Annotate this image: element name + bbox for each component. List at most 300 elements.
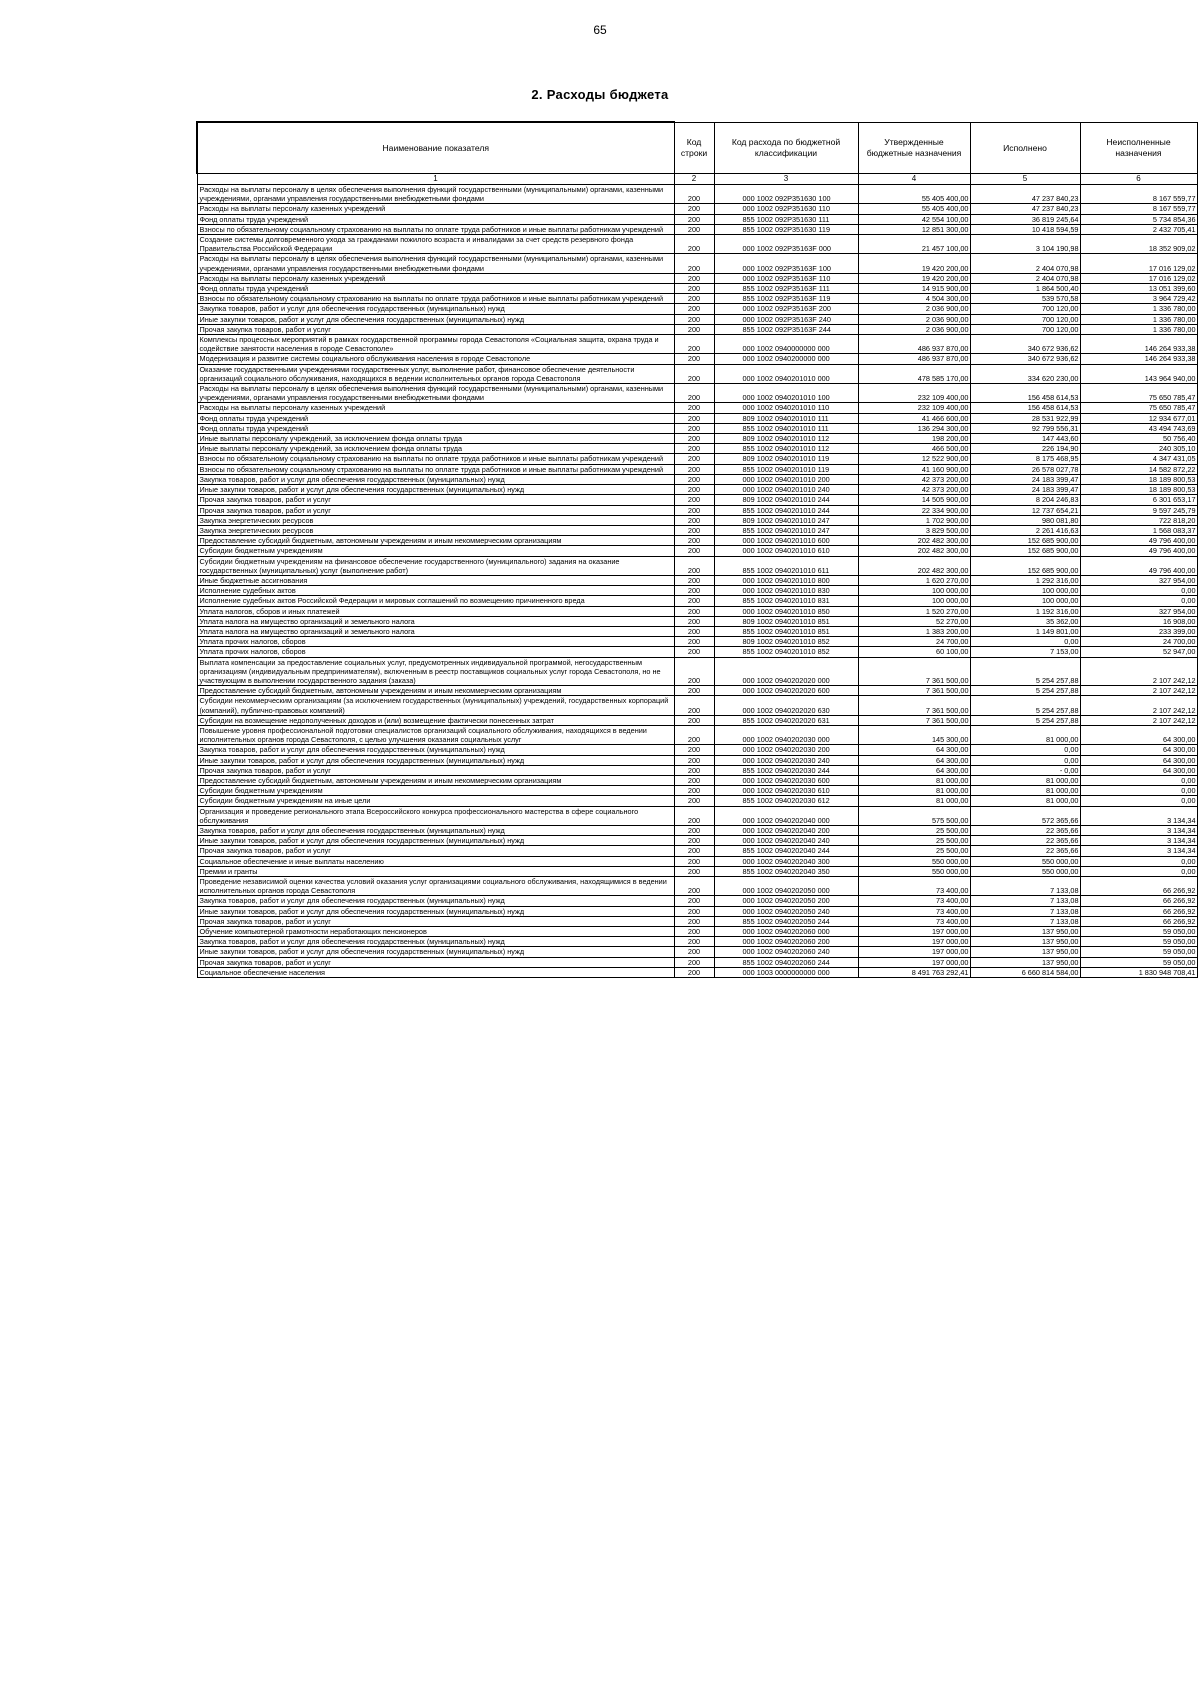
line-code-cell: 200 — [674, 806, 714, 825]
unexecuted-amount-cell: 0,00 — [1080, 866, 1197, 876]
unexecuted-amount-cell: 43 494 743,69 — [1080, 423, 1197, 433]
approved-amount-cell: 60 100,00 — [858, 647, 970, 657]
unexecuted-amount-cell: 59 050,00 — [1080, 927, 1197, 937]
column-number: 6 — [1080, 174, 1197, 185]
unexecuted-amount-cell: 240 305,10 — [1080, 444, 1197, 454]
unexecuted-amount-cell: 2 107 242,12 — [1080, 657, 1197, 686]
classification-code-cell: 000 1002 0940201010 110 — [714, 403, 858, 413]
indicator-name-cell: Социальное обеспечение и иные выплаты населению — [197, 856, 674, 866]
unexecuted-amount-cell: 24 700,00 — [1080, 637, 1197, 647]
line-code-cell: 200 — [674, 786, 714, 796]
line-code-cell: 200 — [674, 937, 714, 947]
table-row — [197, 575, 1197, 585]
executed-amount-cell: 156 458 614,53 — [970, 384, 1080, 403]
header-line-code: Код строки — [674, 122, 714, 174]
line-code-cell: 200 — [674, 413, 714, 423]
executed-amount-cell: 137 950,00 — [970, 957, 1080, 967]
column-number: 2 — [674, 174, 714, 185]
executed-amount-cell: 81 000,00 — [970, 725, 1080, 744]
classification-code-cell: 000 1002 0940202050 240 — [714, 906, 858, 916]
executed-amount-cell: 1 292 316,00 — [970, 575, 1080, 585]
approved-amount-cell: 21 457 100,00 — [858, 235, 970, 254]
executed-amount-cell: 539 570,58 — [970, 294, 1080, 304]
table-row — [197, 214, 1197, 224]
classification-code-cell: 855 1002 092P35163F 244 — [714, 324, 858, 334]
indicator-name-cell: Уплата прочих налогов, сборов — [197, 637, 674, 647]
executed-amount-cell: 226 194,90 — [970, 444, 1080, 454]
unexecuted-amount-cell: 18 189 800,53 — [1080, 474, 1197, 484]
indicator-name-cell: Закупка товаров, работ и услуг для обеспечения государственных (муниципальных) нужд — [197, 474, 674, 484]
unexecuted-amount-cell: 2 432 705,41 — [1080, 224, 1197, 234]
classification-code-cell: 000 1002 0940202020 630 — [714, 696, 858, 715]
executed-amount-cell: 6 660 814 584,00 — [970, 967, 1080, 977]
classification-code-cell: 000 1002 0940202020 000 — [714, 657, 858, 686]
unexecuted-amount-cell: 4 347 431,05 — [1080, 454, 1197, 464]
approved-amount-cell: 64 300,00 — [858, 745, 970, 755]
line-code-cell: 200 — [674, 715, 714, 725]
table-row — [197, 505, 1197, 515]
executed-amount-cell: 2 404 070,98 — [970, 254, 1080, 273]
table-row — [197, 637, 1197, 647]
indicator-name-cell: Субсидии некоммерческим организациям (за исключением государственных (муниципальных) учреждений, государственных корпораций (компаний), публично-правовых компаний) — [197, 696, 674, 715]
unexecuted-amount-cell: 18 189 800,53 — [1080, 485, 1197, 495]
executed-amount-cell: 0,00 — [970, 637, 1080, 647]
classification-code-cell: 855 1002 0940201010 247 — [714, 525, 858, 535]
table-row — [197, 846, 1197, 856]
line-code-cell: 200 — [674, 204, 714, 214]
indicator-name-cell: Иные закупки товаров, работ и услуг для обеспечения государственных (муниципальных) нужд — [197, 485, 674, 495]
approved-amount-cell: 202 482 300,00 — [858, 556, 970, 575]
unexecuted-amount-cell: 52 947,00 — [1080, 647, 1197, 657]
approved-amount-cell: 4 504 300,00 — [858, 294, 970, 304]
approved-amount-cell: 42 554 100,00 — [858, 214, 970, 224]
executed-amount-cell: 700 120,00 — [970, 304, 1080, 314]
line-code-cell: 200 — [674, 927, 714, 937]
executed-amount-cell: 7 133,08 — [970, 916, 1080, 926]
table-row — [197, 304, 1197, 314]
indicator-name-cell: Прочая закупка товаров, работ и услуг — [197, 324, 674, 334]
indicator-name-cell: Субсидии бюджетным учреждениям на финансовое обеспечение государственного (муниципального) задания на оказание государственных (муниципальных) услуг (выполнение работ) — [197, 556, 674, 575]
expenses-table — [196, 121, 1198, 978]
table-row — [197, 413, 1197, 423]
approved-amount-cell: 2 036 900,00 — [858, 324, 970, 334]
classification-code-cell: 000 1002 0940202050 200 — [714, 896, 858, 906]
line-code-cell: 200 — [674, 294, 714, 304]
approved-amount-cell: 41 160 900,00 — [858, 464, 970, 474]
classification-code-cell: 855 1002 0940201010 112 — [714, 444, 858, 454]
line-code-cell: 200 — [674, 765, 714, 775]
line-code-cell: 200 — [674, 364, 714, 383]
line-code-cell: 200 — [674, 745, 714, 755]
line-code-cell: 200 — [674, 856, 714, 866]
executed-amount-cell: 152 685 900,00 — [970, 536, 1080, 546]
approved-amount-cell: 25 500,00 — [858, 826, 970, 836]
table-row — [197, 546, 1197, 556]
indicator-name-cell: Повышение уровня профессиональной подготовки специалистов организаций социального обслуживания, находящихся в ведении исполнительных органов города Севастополя, с целью улучшения оказания социальных услуг — [197, 725, 674, 744]
unexecuted-amount-cell: 146 264 933,38 — [1080, 335, 1197, 354]
executed-amount-cell: 7 133,08 — [970, 896, 1080, 906]
line-code-cell: 200 — [674, 647, 714, 657]
unexecuted-amount-cell: 1 336 780,00 — [1080, 304, 1197, 314]
approved-amount-cell: 14 915 900,00 — [858, 284, 970, 294]
table-row — [197, 423, 1197, 433]
table-row — [197, 536, 1197, 546]
line-code-cell: 200 — [674, 384, 714, 403]
approved-amount-cell: 197 000,00 — [858, 937, 970, 947]
unexecuted-amount-cell: 9 597 245,79 — [1080, 505, 1197, 515]
classification-code-cell: 855 1002 0940201010 611 — [714, 556, 858, 575]
classification-code-cell: 000 1002 0940200000 000 — [714, 354, 858, 364]
line-code-cell: 200 — [674, 546, 714, 556]
classification-code-cell: 855 1002 0940202040 244 — [714, 846, 858, 856]
line-code-cell: 200 — [674, 657, 714, 686]
indicator-name-cell: Исполнение судебных актов Российской Федерации и мировых соглашений по возмещению причиненного вреда — [197, 596, 674, 606]
approved-amount-cell: 145 300,00 — [858, 725, 970, 744]
classification-code-cell: 000 1002 092P351630 100 — [714, 185, 858, 204]
approved-amount-cell: 202 482 300,00 — [858, 536, 970, 546]
indicator-name-cell: Организация и проведение регионального этапа Всероссийского конкурса профессионального мастерства в сфере социального обслуживания — [197, 806, 674, 825]
unexecuted-amount-cell: 1 568 083,37 — [1080, 525, 1197, 535]
indicator-name-cell: Закупка энергетических ресурсов — [197, 525, 674, 535]
executed-amount-cell: 1 864 500,40 — [970, 284, 1080, 294]
classification-code-cell: 855 1002 092P35163F 119 — [714, 294, 858, 304]
line-code-cell: 200 — [674, 464, 714, 474]
table-row — [197, 896, 1197, 906]
indicator-name-cell: Прочая закупка товаров, работ и услуг — [197, 505, 674, 515]
approved-amount-cell: 24 700,00 — [858, 637, 970, 647]
indicator-name-cell: Выплата компенсации за предоставление социальных услуг, предусмотренных индивидуальной программой, негосударственным организациям (индивидуальным предпринимателям), включенным в реестр поставщиков социальных услуг города Севастополя, но не участвующим в выполнении государственного задания (заказа) — [197, 657, 674, 686]
table-row — [197, 626, 1197, 636]
approved-amount-cell: 136 294 300,00 — [858, 423, 970, 433]
table-row — [197, 725, 1197, 744]
unexecuted-amount-cell: 66 266,92 — [1080, 906, 1197, 916]
executed-amount-cell: 5 254 257,88 — [970, 696, 1080, 715]
approved-amount-cell: 81 000,00 — [858, 775, 970, 785]
table-row — [197, 786, 1197, 796]
table-row — [197, 314, 1197, 324]
indicator-name-cell: Иные закупки товаров, работ и услуг для обеспечения государственных (муниципальных) нужд — [197, 906, 674, 916]
indicator-name-cell: Закупка товаров, работ и услуг для обеспечения государственных (муниципальных) нужд — [197, 304, 674, 314]
table-row — [197, 284, 1197, 294]
indicator-name-cell: Субсидии бюджетным учреждениям на иные цели — [197, 796, 674, 806]
unexecuted-amount-cell: 64 300,00 — [1080, 745, 1197, 755]
line-code-cell: 200 — [674, 515, 714, 525]
unexecuted-amount-cell: 8 167 559,77 — [1080, 204, 1197, 214]
indicator-name-cell: Проведение независимой оценки качества условий оказания услуг организациями социального обслуживания, находящимися в ведении исполнительных органов города Севастополя — [197, 877, 674, 896]
table-row — [197, 947, 1197, 957]
line-code-cell: 200 — [674, 423, 714, 433]
indicator-name-cell: Модернизация и развитие системы социального обслуживания населения в городе Севастополе — [197, 354, 674, 364]
indicator-name-cell: Иные выплаты персоналу учреждений, за исключением фонда оплаты труда — [197, 434, 674, 444]
line-code-cell: 200 — [674, 696, 714, 715]
line-code-cell: 200 — [674, 403, 714, 413]
indicator-name-cell: Уплата налогов, сборов и иных платежей — [197, 606, 674, 616]
unexecuted-amount-cell: 327 954,00 — [1080, 575, 1197, 585]
executed-amount-cell: 5 254 257,88 — [970, 657, 1080, 686]
unexecuted-amount-cell: 2 107 242,12 — [1080, 696, 1197, 715]
table-row — [197, 464, 1197, 474]
indicator-name-cell: Расходы на выплаты персоналу казенных учреждений — [197, 273, 674, 283]
unexecuted-amount-cell: 0,00 — [1080, 775, 1197, 785]
approved-amount-cell: 197 000,00 — [858, 947, 970, 957]
classification-code-cell: 000 1002 092P35163F 240 — [714, 314, 858, 324]
line-code-cell: 200 — [674, 224, 714, 234]
executed-amount-cell: 24 183 399,47 — [970, 485, 1080, 495]
indicator-name-cell: Расходы на выплаты персоналу в целях обеспечения выполнения функций государственными (муниципальными) органами, казенными учреждениями, органами управления государственными внебюджетными фондами — [197, 254, 674, 273]
executed-amount-cell: 340 672 936,62 — [970, 335, 1080, 354]
line-code-cell: 200 — [674, 967, 714, 977]
table-row — [197, 454, 1197, 464]
table-row — [197, 324, 1197, 334]
unexecuted-amount-cell: 3 134,34 — [1080, 806, 1197, 825]
executed-amount-cell: 35 362,00 — [970, 616, 1080, 626]
line-code-cell: 200 — [674, 505, 714, 515]
indicator-name-cell: Иные закупки товаров, работ и услуг для обеспечения государственных (муниципальных) нужд — [197, 947, 674, 957]
approved-amount-cell: 22 334 900,00 — [858, 505, 970, 515]
column-number: 1 — [197, 174, 674, 185]
table-row — [197, 916, 1197, 926]
executed-amount-cell: 1 192 316,00 — [970, 606, 1080, 616]
classification-code-cell: 000 1002 0940201010 100 — [714, 384, 858, 403]
approved-amount-cell: 100 000,00 — [858, 596, 970, 606]
unexecuted-amount-cell: 722 818,20 — [1080, 515, 1197, 525]
classification-code-cell: 000 1002 0940202030 000 — [714, 725, 858, 744]
classification-code-cell: 855 1002 0940201010 244 — [714, 505, 858, 515]
approved-amount-cell: 8 491 763 292,41 — [858, 967, 970, 977]
table-row — [197, 937, 1197, 947]
column-number: 5 — [970, 174, 1080, 185]
executed-amount-cell: 100 000,00 — [970, 596, 1080, 606]
table-row — [197, 606, 1197, 616]
classification-code-cell: 809 1002 0940201010 247 — [714, 515, 858, 525]
executed-amount-cell: 28 531 922,99 — [970, 413, 1080, 423]
unexecuted-amount-cell: 6 301 653,17 — [1080, 495, 1197, 505]
approved-amount-cell: 466 500,00 — [858, 444, 970, 454]
approved-amount-cell: 202 482 300,00 — [858, 546, 970, 556]
unexecuted-amount-cell: 233 399,00 — [1080, 626, 1197, 636]
unexecuted-amount-cell: 3 134,34 — [1080, 846, 1197, 856]
indicator-name-cell: Иные выплаты персоналу учреждений, за исключением фонда оплаты труда — [197, 444, 674, 454]
executed-amount-cell: - 0,00 — [970, 765, 1080, 775]
unexecuted-amount-cell: 0,00 — [1080, 596, 1197, 606]
classification-code-cell: 855 1002 092P351630 119 — [714, 224, 858, 234]
approved-amount-cell: 232 109 400,00 — [858, 384, 970, 403]
classification-code-cell: 000 1002 0940202040 300 — [714, 856, 858, 866]
line-code-cell: 200 — [674, 525, 714, 535]
executed-amount-cell: 8 175 468,95 — [970, 454, 1080, 464]
line-code-cell: 200 — [674, 575, 714, 585]
indicator-name-cell: Субсидии бюджетным учреждениям — [197, 786, 674, 796]
unexecuted-amount-cell: 8 167 559,77 — [1080, 185, 1197, 204]
line-code-cell: 200 — [674, 606, 714, 616]
unexecuted-amount-cell: 143 964 940,00 — [1080, 364, 1197, 383]
column-number: 4 — [858, 174, 970, 185]
unexecuted-amount-cell: 0,00 — [1080, 586, 1197, 596]
line-code-cell: 200 — [674, 284, 714, 294]
table-header-row — [197, 122, 1197, 174]
unexecuted-amount-cell: 75 650 785,47 — [1080, 403, 1197, 413]
executed-amount-cell: 5 254 257,88 — [970, 686, 1080, 696]
executed-amount-cell: 0,00 — [970, 755, 1080, 765]
approved-amount-cell: 19 420 200,00 — [858, 254, 970, 273]
executed-amount-cell: 47 237 840,23 — [970, 204, 1080, 214]
classification-code-cell: 855 1002 0940202030 244 — [714, 765, 858, 775]
approved-amount-cell: 73 400,00 — [858, 896, 970, 906]
classification-code-cell: 855 1002 0940202030 612 — [714, 796, 858, 806]
unexecuted-amount-cell: 64 300,00 — [1080, 765, 1197, 775]
unexecuted-amount-cell: 66 266,92 — [1080, 916, 1197, 926]
unexecuted-amount-cell: 3 964 729,42 — [1080, 294, 1197, 304]
line-code-cell: 200 — [674, 755, 714, 765]
classification-code-cell: 000 1002 092P35163F 000 — [714, 235, 858, 254]
executed-amount-cell: 22 365,66 — [970, 846, 1080, 856]
executed-amount-cell: 2 261 416,63 — [970, 525, 1080, 535]
executed-amount-cell: 980 081,80 — [970, 515, 1080, 525]
approved-amount-cell: 55 405 400,00 — [858, 204, 970, 214]
page-number: 65 — [593, 23, 607, 37]
classification-code-cell: 000 1002 0940202060 000 — [714, 927, 858, 937]
classification-code-cell: 855 1002 0940202050 244 — [714, 916, 858, 926]
line-code-cell: 200 — [674, 314, 714, 324]
unexecuted-amount-cell: 2 107 242,12 — [1080, 715, 1197, 725]
approved-amount-cell: 478 585 170,00 — [858, 364, 970, 383]
table-row — [197, 957, 1197, 967]
line-code-cell: 200 — [674, 826, 714, 836]
classification-code-cell: 000 1002 092P35163F 110 — [714, 273, 858, 283]
line-code-cell: 200 — [674, 495, 714, 505]
approved-amount-cell: 1 520 270,00 — [858, 606, 970, 616]
table-row — [197, 686, 1197, 696]
table-row — [197, 765, 1197, 775]
classification-code-cell: 000 1002 0940201010 000 — [714, 364, 858, 383]
classification-code-cell: 000 1002 0940201010 610 — [714, 546, 858, 556]
indicator-name-cell: Уплата налога на имущество организаций и земельного налога — [197, 626, 674, 636]
indicator-name-cell: Фонд оплаты труда учреждений — [197, 413, 674, 423]
page-title: 2. Расходы бюджета — [531, 87, 669, 102]
line-code-cell: 200 — [674, 235, 714, 254]
classification-code-cell: 000 1002 0940202030 600 — [714, 775, 858, 785]
line-code-cell: 200 — [674, 214, 714, 224]
unexecuted-amount-cell: 1 336 780,00 — [1080, 314, 1197, 324]
classification-code-cell: 855 1002 0940201010 111 — [714, 423, 858, 433]
executed-amount-cell: 137 950,00 — [970, 927, 1080, 937]
classification-code-cell: 000 1002 092P351630 110 — [714, 204, 858, 214]
executed-amount-cell: 5 254 257,88 — [970, 715, 1080, 725]
unexecuted-amount-cell: 49 796 400,00 — [1080, 546, 1197, 556]
header-approved: Утвержденные бюджетные назначения — [858, 122, 970, 174]
approved-amount-cell: 197 000,00 — [858, 957, 970, 967]
executed-amount-cell: 81 000,00 — [970, 775, 1080, 785]
unexecuted-amount-cell: 0,00 — [1080, 786, 1197, 796]
classification-code-cell: 000 1002 0940000000 000 — [714, 335, 858, 354]
table-row — [197, 556, 1197, 575]
unexecuted-amount-cell: 66 266,92 — [1080, 896, 1197, 906]
classification-code-cell: 855 1002 092P351630 111 — [714, 214, 858, 224]
unexecuted-amount-cell: 327 954,00 — [1080, 606, 1197, 616]
executed-amount-cell: 92 799 556,31 — [970, 423, 1080, 433]
line-code-cell: 200 — [674, 185, 714, 204]
executed-amount-cell: 3 104 190,98 — [970, 235, 1080, 254]
approved-amount-cell: 12 522 900,00 — [858, 454, 970, 464]
header-indicator-name: Наименование показателя — [197, 122, 674, 174]
table-row — [197, 647, 1197, 657]
approved-amount-cell: 1 383 200,00 — [858, 626, 970, 636]
approved-amount-cell: 64 300,00 — [858, 755, 970, 765]
table-row — [197, 856, 1197, 866]
classification-code-cell: 000 1002 0940202060 240 — [714, 947, 858, 957]
table-row — [197, 696, 1197, 715]
table-row — [197, 745, 1197, 755]
approved-amount-cell: 486 937 870,00 — [858, 354, 970, 364]
table-row — [197, 616, 1197, 626]
executed-amount-cell: 36 819 245,64 — [970, 214, 1080, 224]
approved-amount-cell: 42 373 200,00 — [858, 474, 970, 484]
table-row — [197, 836, 1197, 846]
indicator-name-cell: Расходы на выплаты персоналу в целях обеспечения выполнения функций государственными (муниципальными) органами, казенными учреждениями, органами управления государственными внебюджетными фондами — [197, 185, 674, 204]
approved-amount-cell: 198 200,00 — [858, 434, 970, 444]
classification-code-cell: 809 1002 0940201010 112 — [714, 434, 858, 444]
classification-code-cell: 809 1002 0940201010 852 — [714, 637, 858, 647]
indicator-name-cell: Расходы на выплаты персоналу казенных учреждений — [197, 403, 674, 413]
approved-amount-cell: 41 466 600,00 — [858, 413, 970, 423]
approved-amount-cell: 575 500,00 — [858, 806, 970, 825]
executed-amount-cell: 1 149 801,00 — [970, 626, 1080, 636]
approved-amount-cell: 7 361 500,00 — [858, 686, 970, 696]
approved-amount-cell: 486 937 870,00 — [858, 335, 970, 354]
classification-code-cell: 855 1002 0940202020 631 — [714, 715, 858, 725]
unexecuted-amount-cell: 16 908,00 — [1080, 616, 1197, 626]
executed-amount-cell: 340 672 936,62 — [970, 354, 1080, 364]
approved-amount-cell: 232 109 400,00 — [858, 403, 970, 413]
line-code-cell: 200 — [674, 454, 714, 464]
indicator-name-cell: Расходы на выплаты персоналу казенных учреждений — [197, 204, 674, 214]
table-row — [197, 204, 1197, 214]
classification-code-cell: 855 1002 0940201010 851 — [714, 626, 858, 636]
indicator-name-cell: Иные закупки товаров, работ и услуг для обеспечения государственных (муниципальных) нужд — [197, 836, 674, 846]
table-row — [197, 906, 1197, 916]
header-unexecuted: Неисполненные назначения — [1080, 122, 1197, 174]
table-row — [197, 273, 1197, 283]
executed-amount-cell: 8 204 246,83 — [970, 495, 1080, 505]
line-code-cell: 200 — [674, 957, 714, 967]
indicator-name-cell: Закупка товаров, работ и услуг для обеспечения государственных (муниципальных) нужд — [197, 745, 674, 755]
indicator-name-cell: Прочая закупка товаров, работ и услуг — [197, 916, 674, 926]
table-row — [197, 775, 1197, 785]
line-code-cell: 200 — [674, 586, 714, 596]
classification-code-cell: 000 1002 0940202050 000 — [714, 877, 858, 896]
approved-amount-cell: 3 829 500,00 — [858, 525, 970, 535]
indicator-name-cell: Закупка энергетических ресурсов — [197, 515, 674, 525]
classification-code-cell: 000 1002 0940202030 200 — [714, 745, 858, 755]
executed-amount-cell: 12 737 654,21 — [970, 505, 1080, 515]
indicator-name-cell: Фонд оплаты труда учреждений — [197, 423, 674, 433]
unexecuted-amount-cell: 75 650 785,47 — [1080, 384, 1197, 403]
classification-code-cell: 855 1002 0940202060 244 — [714, 957, 858, 967]
approved-amount-cell: 81 000,00 — [858, 796, 970, 806]
indicator-name-cell: Премии и гранты — [197, 866, 674, 876]
table-row — [197, 254, 1197, 273]
classification-code-cell: 000 1002 0940201010 850 — [714, 606, 858, 616]
unexecuted-amount-cell: 3 134,34 — [1080, 836, 1197, 846]
approved-amount-cell: 64 300,00 — [858, 765, 970, 775]
executed-amount-cell: 147 443,60 — [970, 434, 1080, 444]
indicator-name-cell: Предоставление субсидий бюджетным, автономным учреждениям и иным некоммерческим организациям — [197, 775, 674, 785]
indicator-name-cell: Взносы по обязательному социальному страхованию на выплаты по оплате труда работников и иные выплаты работникам учреждений — [197, 224, 674, 234]
table-row — [197, 224, 1197, 234]
indicator-name-cell: Закупка товаров, работ и услуг для обеспечения государственных (муниципальных) нужд — [197, 826, 674, 836]
column-number: 3 — [714, 174, 858, 185]
unexecuted-amount-cell: 66 266,92 — [1080, 877, 1197, 896]
